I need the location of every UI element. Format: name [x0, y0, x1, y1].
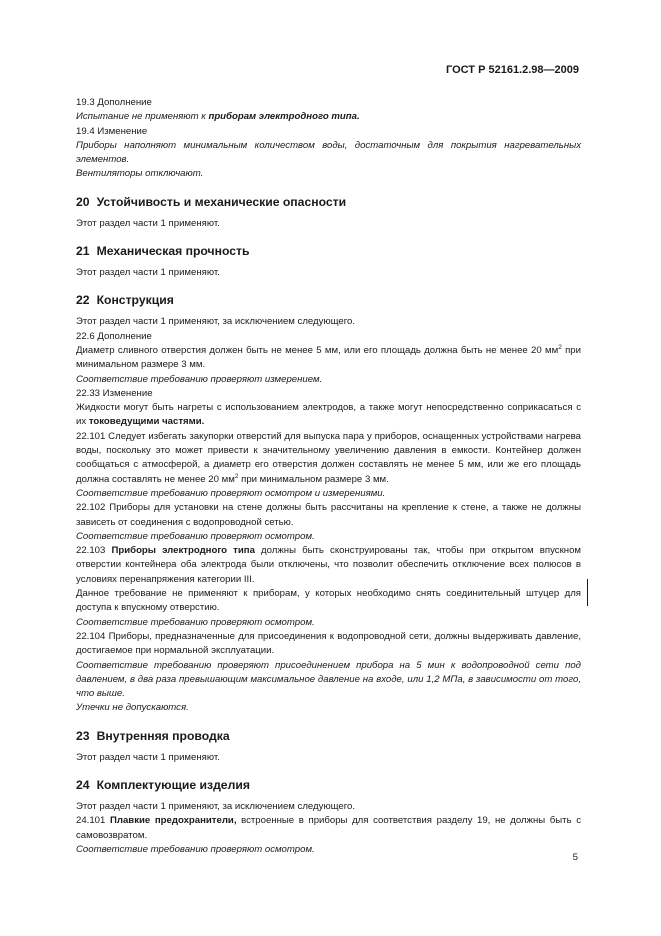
section-number: 24 — [76, 777, 90, 792]
bold-term: приборам электродного типа. — [208, 111, 360, 123]
paragraph: Соответствие требованию проверяют осмотром и измерениями. — [76, 487, 386, 499]
text-run: должны быть сконструированы так, чтобы при открытом впускном отверстии контейнера оба электрода были отключены, что позволит обеспечить отключение всех полюсов в условиях перенапряжения категории III. — [76, 545, 581, 585]
paragraph: Утечки не допускаются. — [76, 702, 189, 714]
paragraph — [76, 110, 581, 124]
paragraph: Этот раздел части 1 применяют. — [76, 751, 220, 763]
section-title: Механическая прочность — [96, 244, 250, 259]
paragraph: Этот раздел части 1 применяют. — [76, 267, 220, 279]
text-run: при минимальном размере 3 мм. — [76, 344, 581, 371]
paragraph: Этот раздел части 1 применяют, за исключением следующего. — [76, 800, 356, 812]
paragraph — [76, 814, 581, 843]
paragraph: 19.4 Изменение — [76, 125, 148, 137]
paragraph: 22.104 Приборы, предназначенные для присоединения к водопроводной сети, должны выдерживать давление, достигаемое при нормальной эксплуатации. — [76, 630, 581, 657]
paragraph — [76, 344, 581, 373]
paragraph: 22.33 Изменение — [76, 387, 153, 399]
paragraph: Данное требование не применяют к приборам, у которых необходимо снять соединительный штуцер для доступа к впускному отверстию. — [76, 588, 581, 614]
section-number: 21 — [76, 244, 90, 259]
paragraph — [76, 401, 581, 430]
section-title: Внутренняя проводка — [96, 728, 230, 743]
section-heading — [76, 292, 581, 308]
superscript: 2 — [234, 472, 239, 480]
section-heading — [76, 194, 581, 210]
section-heading — [76, 243, 581, 259]
change-bar — [587, 579, 588, 606]
bold-term: токоведущими частями. — [88, 416, 205, 428]
text-run: Испытание не применяют к — [76, 111, 209, 123]
section-number: 20 — [76, 194, 90, 209]
paragraph: Соответствие требованию проверяют осмотром. — [76, 530, 315, 542]
page-number: 5 — [572, 852, 578, 863]
text-run: Диаметр сливного отверстия должен быть не менее 5 мм, или его площадь должна быть не менее 20 мм — [76, 344, 559, 356]
text-run: 22.103 — [76, 545, 112, 557]
paragraph: Приборы наполняют минимальным количеством воды, достаточным для покрытия нагревательных элементов. — [76, 139, 581, 166]
document-header: ГОСТ Р 52161.2.98—2009 — [445, 64, 579, 76]
section-title: Устойчивость и механические опасности — [96, 194, 347, 209]
paragraph: Этот раздел части 1 применяют, за исключением следующего. — [76, 316, 356, 328]
paragraph: Соответствие требованию проверяют осмотром. — [76, 616, 315, 628]
paragraph: 19.3 Дополнение — [76, 97, 152, 108]
paragraph: Соответствие требованию проверяют присоединением прибора на 5 мин к водопроводной сети под давлением, в два раза превышающим максимальное давление на входе, или 1,2 МПа, в зависимости от того, что выше. — [76, 659, 581, 700]
paragraph — [76, 430, 581, 487]
paragraph: 22.102 Приборы для установки на стене должны быть рассчитаны на крепление к стене, а также не должны зависеть от соединения с водопроводной сетью. — [76, 502, 581, 528]
section-number: 23 — [76, 728, 90, 743]
text-run: 22.101 Следует избегать закупорки отверстий для выпуска пара у приборов, оснащенных устройствами нагрева воды, поскольку это может привести к значительному увеличению давления в емкости. Контейнер должен сообщаться с атмосферой, а диаметр его отверстия должен составлять не менее 5 мм, или же его площадь должна составлять не менее 20 мм — [76, 430, 581, 485]
text-run: при минимальном размере 3 мм. — [238, 473, 389, 485]
paragraph: Соответствие требованию проверяют измерением. — [76, 373, 323, 385]
paragraph: Вентиляторы отключают. — [76, 168, 204, 180]
section-title: Конструкция — [96, 293, 174, 308]
text-run: встроенные в приборы для соответствия разделу 19, не должны быть с самовозвратом. — [76, 815, 581, 841]
document-body — [76, 96, 581, 857]
paragraph: Соответствие требованию проверяют осмотром. — [76, 843, 315, 855]
text-run: Жидкости могут быть нагреты с использованием электродов, а также могут непосредственно соприкасаться с их — [76, 402, 581, 428]
paragraph: 22.6 Дополнение — [76, 330, 152, 342]
text-run: 24.101 — [76, 815, 110, 827]
superscript: 2 — [558, 343, 562, 351]
paragraph: Этот раздел части 1 применяют. — [76, 217, 220, 229]
section-heading — [76, 777, 581, 793]
section-number: 22 — [76, 293, 90, 308]
paragraph — [76, 544, 581, 587]
section-title: Комплектующие изделия — [96, 777, 250, 792]
bold-term: Плавкие предохранители, — [109, 815, 237, 827]
section-heading — [76, 728, 581, 744]
bold-term: Приборы электродного типа — [111, 545, 255, 557]
